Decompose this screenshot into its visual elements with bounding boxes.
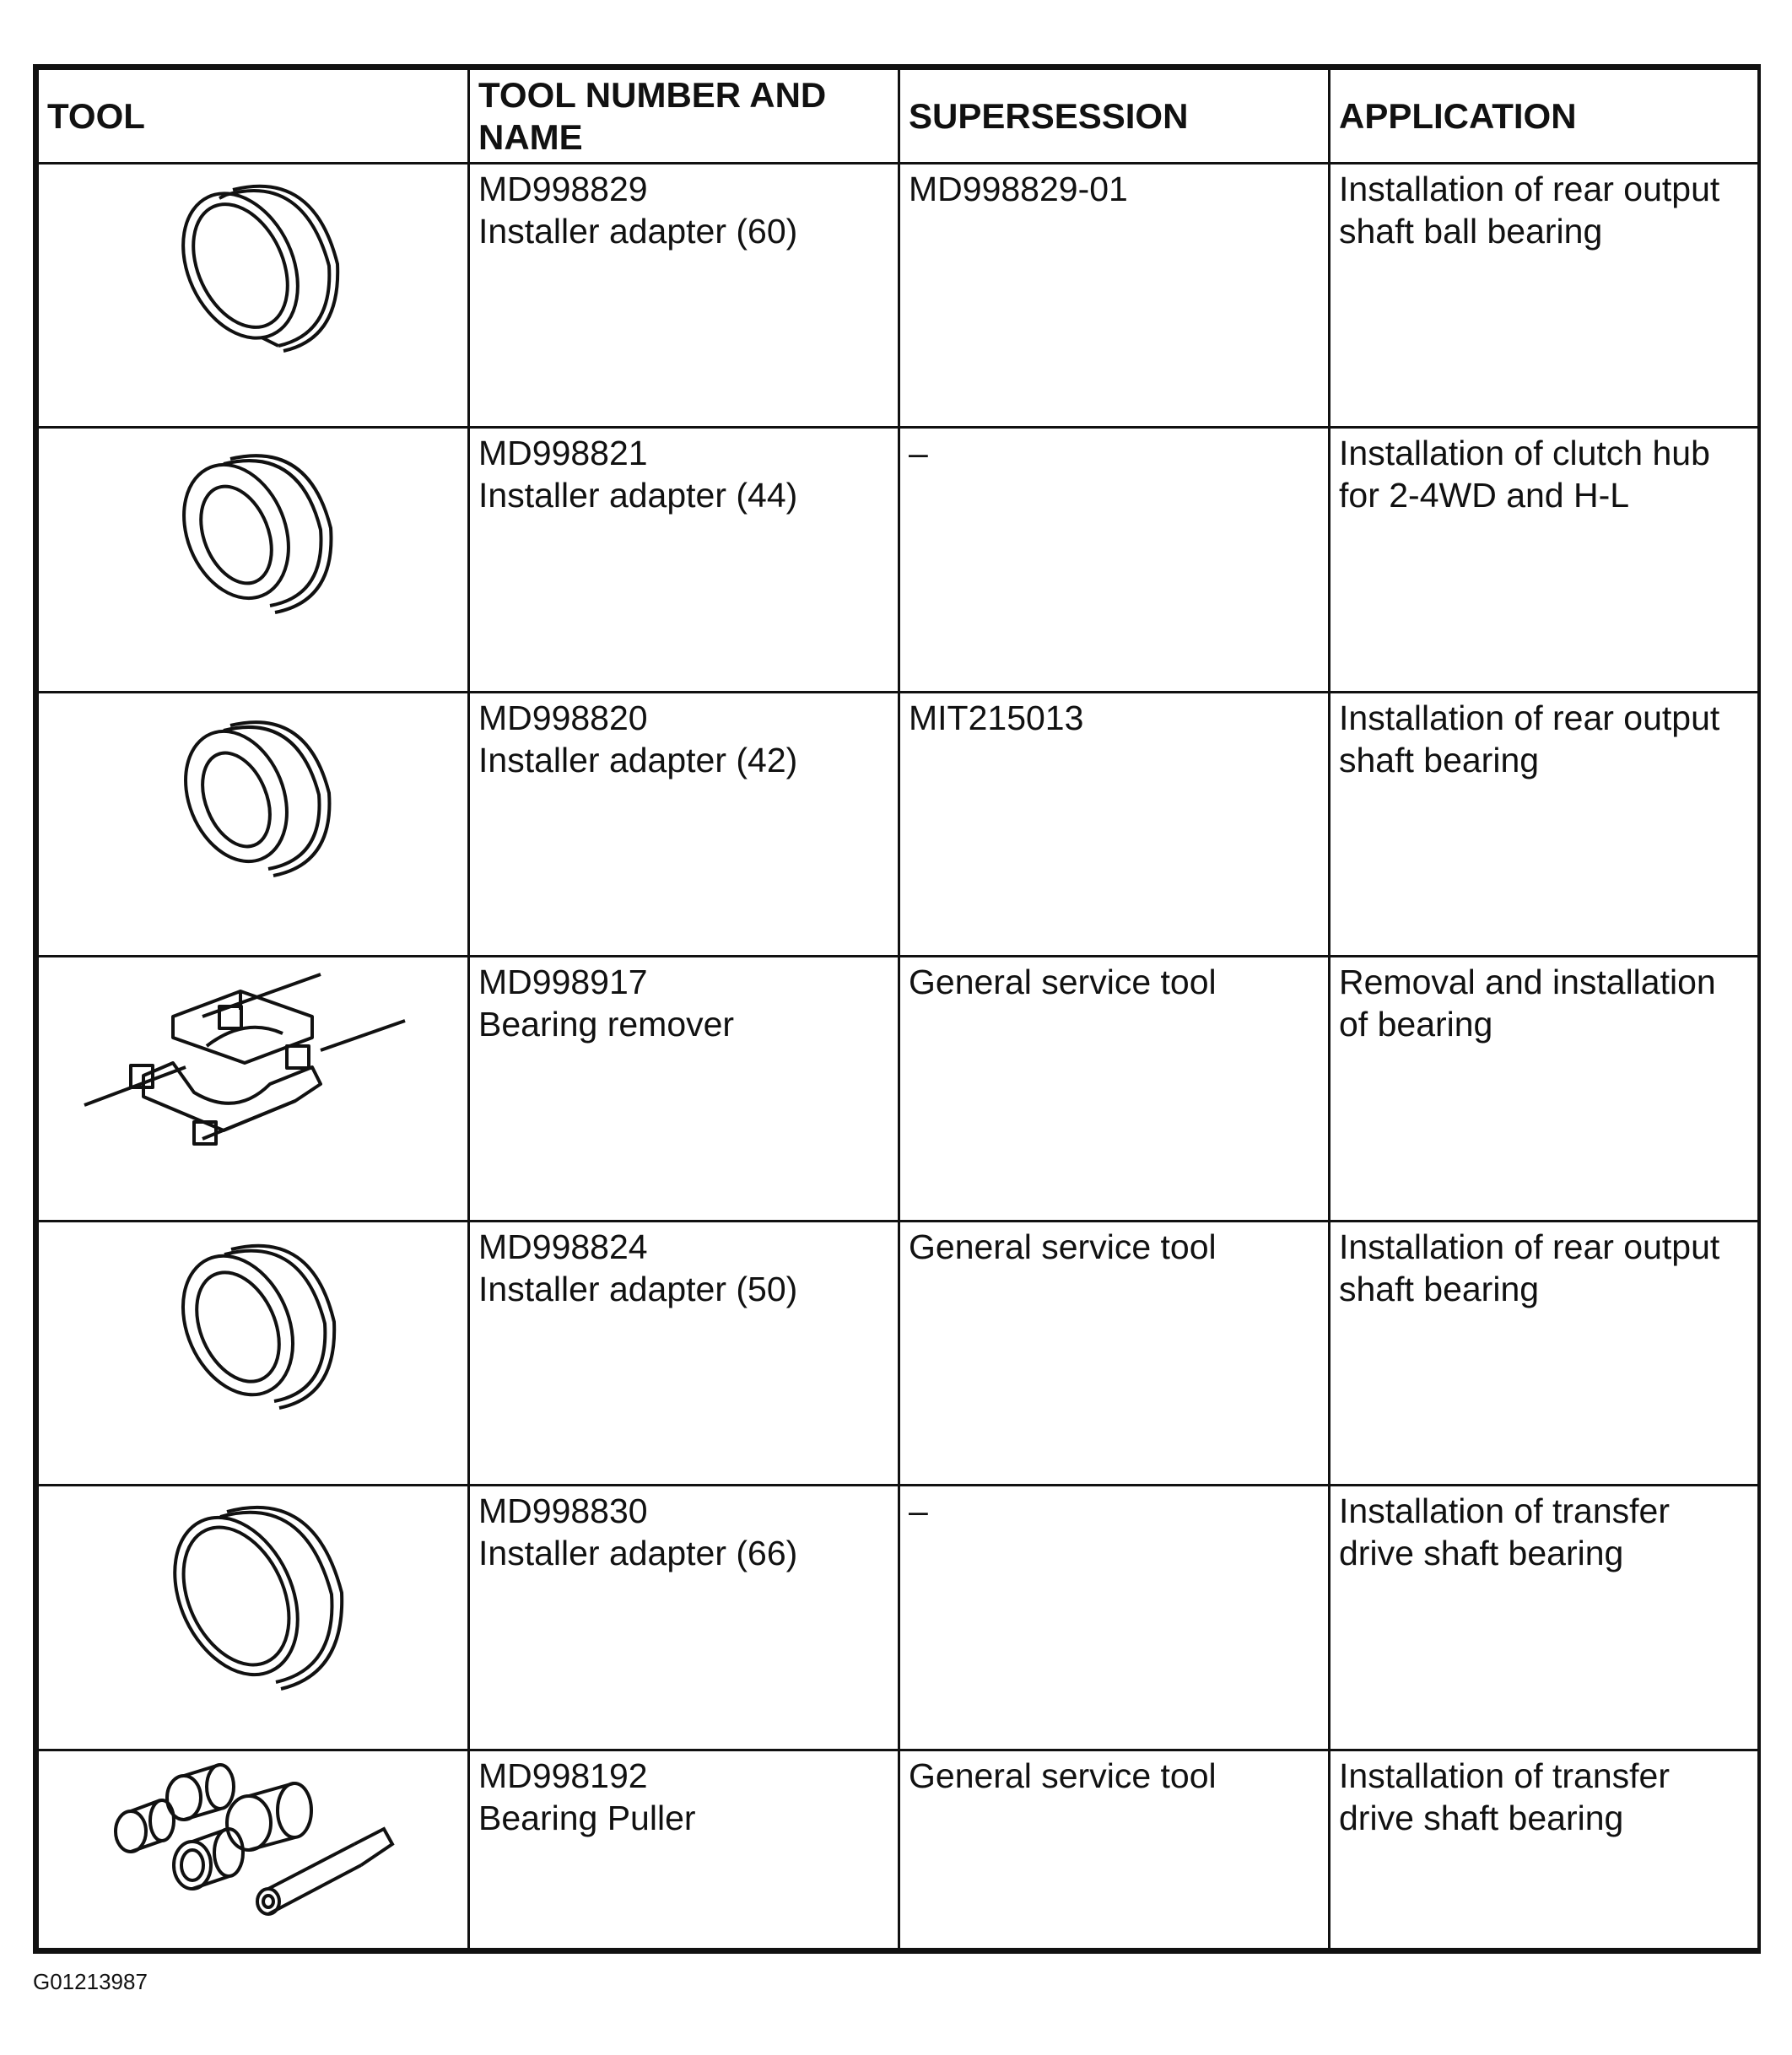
tool-illustration-cell (38, 1221, 469, 1485)
header-supersession: SUPERSESSION (899, 69, 1330, 164)
tool-name: Bearing remover (478, 1005, 735, 1044)
bearing-remover-icon (67, 957, 439, 1168)
tool-illustration-cell (38, 1486, 469, 1750)
tool-name: Installer adapter (50) (478, 1269, 798, 1308)
table-row (38, 692, 1759, 956)
tool-illustration-cell (38, 1750, 469, 1949)
application-cell: Removal and installation of bearing (1330, 957, 1759, 1221)
tool-number: MD998821 (478, 434, 648, 473)
tool-name: Installer adapter (66) (478, 1534, 798, 1573)
tool-number-name-cell (469, 1486, 899, 1750)
table-row (38, 1750, 1759, 1949)
application-cell: Installation of transfer drive shaft bearing (1330, 1486, 1759, 1750)
tool-number: MD998829 (478, 170, 648, 208)
installer-adapter-ring-icon (148, 1486, 359, 1706)
supersession-cell: General service tool (899, 957, 1330, 1221)
installer-adapter-ring-icon (152, 1222, 354, 1425)
tool-name: Installer adapter (42) (478, 740, 798, 779)
application-cell: Installation of rear output shaft ball bearing (1330, 164, 1759, 428)
table-header-row (38, 69, 1759, 164)
tool-illustration-cell (38, 957, 469, 1221)
application-cell: Installation of transfer drive shaft bearing (1330, 1750, 1759, 1949)
figure-code: G01213987 (33, 1969, 148, 1994)
tool-number: MD998917 (478, 963, 648, 1002)
tool-number-name-cell (469, 428, 899, 692)
tool-name: Installer adapter (44) (478, 476, 798, 515)
supersession-cell: – (899, 1486, 1330, 1750)
installer-adapter-ring-icon (152, 429, 354, 631)
tool-number-name-cell (469, 164, 899, 428)
table-row (38, 428, 1759, 692)
tool-illustration-cell (38, 164, 469, 428)
special-tools-table-frame (33, 64, 1761, 1954)
tool-illustration-cell (38, 428, 469, 692)
header-application: APPLICATION (1330, 69, 1759, 164)
application-cell: Installation of rear output shaft bearing (1330, 1221, 1759, 1485)
header-tool: TOOL (38, 69, 469, 164)
tool-name: Installer adapter (60) (478, 212, 798, 251)
tool-number: MD998192 (478, 1756, 648, 1795)
bearing-puller-set-icon (93, 1751, 413, 1920)
table-row (38, 1486, 1759, 1750)
supersession-cell: MD998829-01 (899, 164, 1330, 428)
supersession-cell: General service tool (899, 1750, 1330, 1949)
tool-number-name-cell (469, 1750, 899, 1949)
table-row (38, 1221, 1759, 1485)
tool-number-name-cell (469, 692, 899, 956)
table-row (38, 164, 1759, 428)
tool-number-name-cell (469, 1221, 899, 1485)
supersession-cell: – (899, 428, 1330, 692)
special-tools-table (36, 67, 1760, 1950)
supersession-cell: MIT215013 (899, 692, 1330, 956)
tool-number: MD998820 (478, 698, 648, 737)
tool-illustration-cell (38, 692, 469, 956)
installer-adapter-ring-icon (152, 693, 354, 896)
tool-name: Bearing Puller (478, 1798, 696, 1837)
application-cell: Installation of rear output shaft bearing (1330, 692, 1759, 956)
installer-adapter-ring-icon (152, 165, 354, 367)
table-row (38, 957, 1759, 1221)
application-cell: Installation of clutch hub for 2-4WD and H-L (1330, 428, 1759, 692)
header-tool-number-and-name: TOOL NUMBER AND NAME (469, 69, 899, 164)
tool-number-name-cell (469, 957, 899, 1221)
tool-number: MD998824 (478, 1227, 648, 1266)
supersession-cell: General service tool (899, 1221, 1330, 1485)
tool-number: MD998830 (478, 1491, 648, 1531)
